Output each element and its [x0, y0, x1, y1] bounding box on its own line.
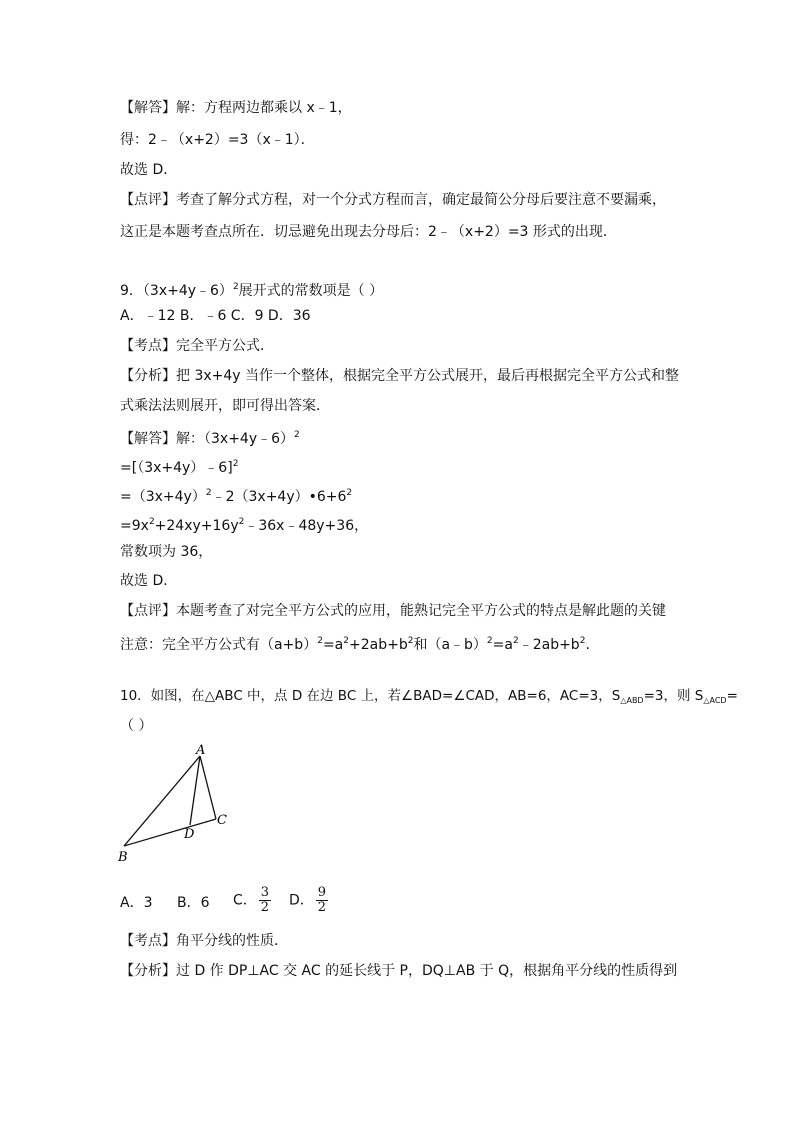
superscript: 2 [343, 636, 349, 646]
fraction [259, 886, 271, 915]
text: 【解答】解：（3x+4y﹣6） [120, 431, 295, 447]
comment-line: 【点评】本题考查了对完全平方公式的应用，能熟记完全平方公式的特点是解此题的关键 [120, 603, 666, 619]
solution-line: 常数项为 36， [120, 544, 213, 560]
question-10-blank: （ ） [120, 718, 153, 734]
option-c [233, 886, 271, 915]
analysis-line: 【分析】过 D 作 DP⊥AC 交 AC 的延长线于 P，DQ⊥AB 于 Q，根据角平分线的性质得到 [120, 963, 678, 979]
point-label-d: D [184, 827, 195, 842]
text: = [726, 688, 738, 704]
text: 和（a﹣b） [413, 637, 487, 653]
text: =[（3x+4y）﹣6] [120, 460, 233, 476]
question-9-options: A．﹣12 B．﹣6 C．9 D．36 [120, 308, 311, 324]
question-9-stem [120, 277, 383, 301]
denominator: 2 [260, 900, 270, 915]
superscript: 2 [205, 488, 212, 498]
knowledge-point: 【考点】角平分线的性质． [120, 933, 288, 949]
text: ﹣2ab+b [518, 637, 580, 653]
solution-line: 【解答】解：方程两边都乘以 x﹣1， [120, 100, 352, 116]
superscript: 2 [579, 636, 586, 646]
option-label: D． [289, 892, 314, 909]
solution-line [120, 454, 238, 478]
segment-bc [124, 819, 216, 846]
segment-ac [200, 756, 216, 819]
knowledge-point: 【考点】完全平方公式． [120, 338, 274, 354]
solution-line [120, 425, 300, 449]
comment-line: 这正是本题考查点所在．切忌避免出现去分母后：2﹣（x+2）=3 形式的出现． [120, 224, 617, 240]
option-d [289, 886, 328, 915]
superscript: 2 [148, 517, 155, 527]
text: =（3x+4y） [120, 489, 206, 505]
text: ﹣36x﹣48y+36， [244, 518, 369, 534]
numerator: 3 [260, 885, 270, 900]
text: +2ab+b [348, 637, 408, 653]
text: +24xy+16y [154, 518, 239, 534]
text: 10．如图，在△ABC 中，点 D 在边 BC 上，若∠BAD=∠CAD，AB=6，AC=3，S [120, 688, 621, 704]
analysis-line: 【分析】把 3x+4y 当作一个整体，根据完全平方公式展开，最后再根据完全平方公式和整 [120, 368, 680, 384]
question-10-stem [120, 686, 738, 711]
comment-line: 【点评】考查了解分式方程，对一个分式方程而言，确定最简公分母后要注意不要漏乘， [120, 192, 666, 208]
analysis-line: 式乘法法则展开，即可得出答案． [120, 398, 330, 414]
conclusion-line: 故选 D． [120, 162, 178, 178]
superscript: 2 [232, 459, 239, 469]
text: ﹣2（3x+4y）•6+6 [211, 489, 347, 505]
superscript: 2 [238, 517, 245, 527]
vertex-label-c: C [217, 813, 227, 828]
superscript: 2 [232, 282, 239, 292]
superscript: 2 [346, 488, 353, 498]
option-a: A．3 [120, 895, 153, 911]
text: 9．（3x+4y﹣6） [120, 283, 233, 299]
vertex-label-b: B [118, 850, 128, 865]
denominator: 2 [317, 900, 327, 915]
fraction [316, 886, 328, 915]
numerator: 9 [317, 885, 327, 900]
solution-line [120, 512, 368, 536]
option-b: B．6 [177, 895, 210, 911]
text: . [585, 637, 590, 653]
solution-line: 得：2﹣（x+2）=3（x﹣1）． [120, 132, 315, 148]
superscript: 2 [486, 636, 493, 646]
text: =9x [120, 518, 149, 534]
comment-line [120, 631, 590, 655]
superscript: 2 [294, 430, 300, 440]
subscript: △ABD [620, 696, 644, 705]
text: =3，则 S [643, 688, 704, 704]
text: =a [492, 637, 513, 653]
vertex-label-a: A [196, 743, 206, 758]
text: 注意：完全平方公式有（a+b） [120, 637, 318, 653]
superscript: 2 [317, 636, 323, 646]
triangle-figure [112, 740, 237, 865]
solution-line [120, 483, 352, 507]
subscript: △ACD [703, 696, 727, 705]
conclusion-line: 故选 D． [120, 573, 178, 589]
superscript: 2 [407, 636, 414, 646]
text: 展开式的常数项是（ ） [238, 283, 384, 299]
text: =a [322, 637, 344, 653]
option-label: C． [233, 892, 257, 909]
superscript: 2 [512, 636, 519, 646]
